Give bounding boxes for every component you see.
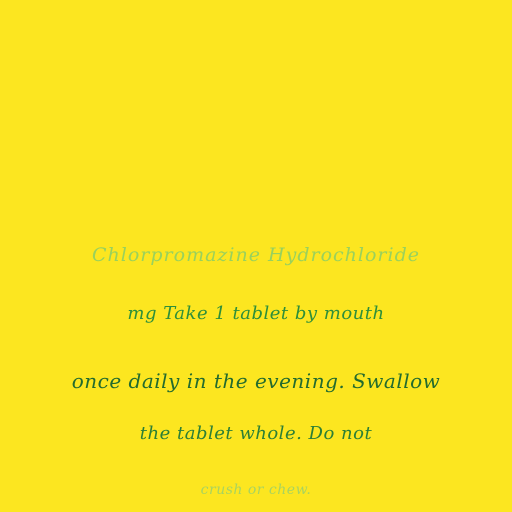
drug-name-line: Chlorpromazine Hydrochloride [92, 244, 420, 266]
instruction-line: once daily in the evening. Swallow [71, 369, 441, 393]
dosage-line: mg Take 1 tablet by mouth [127, 303, 385, 324]
warning-line: the tablet whole. Do not [139, 423, 373, 444]
warning-line-continued: crush or chew. [200, 482, 312, 498]
